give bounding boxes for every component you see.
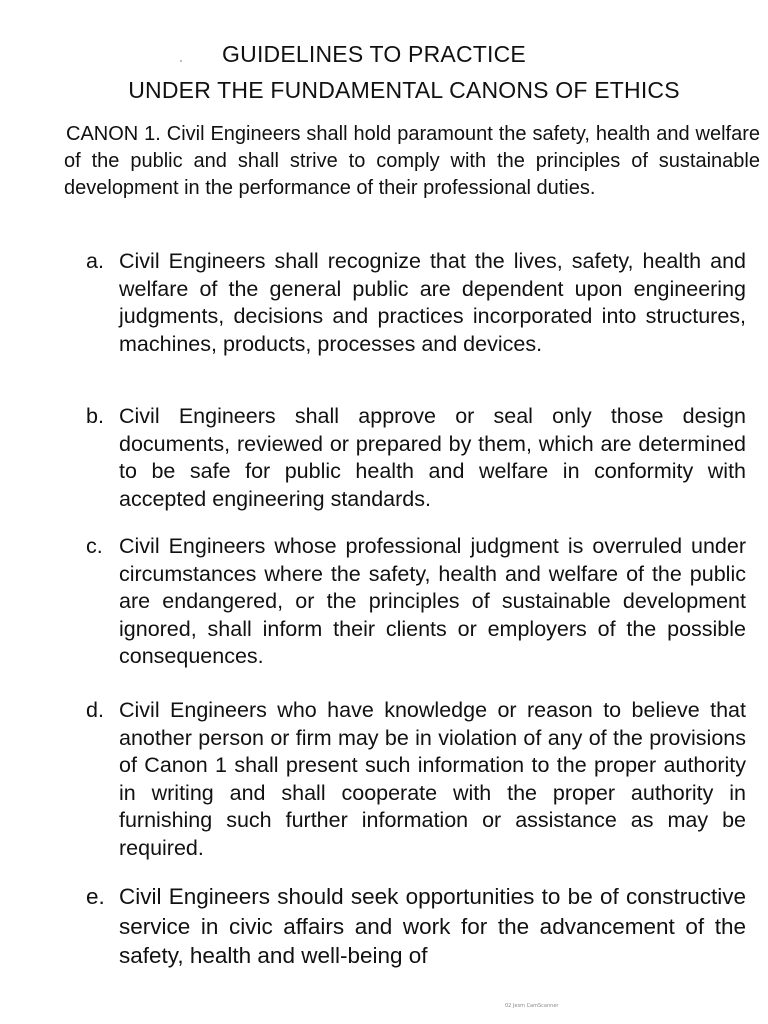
list-item-text: Civil Engineers who have knowledge or reason to believe that another person or firm may be in violation of any of the provisions of Canon 1 shall present such information to the proper authority in writing and shall cooperate with the proper authority in furnishing such further information or assistance as may be required. bbox=[119, 698, 746, 860]
list-item bbox=[86, 403, 746, 513]
list-item-marker: a. bbox=[86, 249, 104, 273]
list-item-text: Civil Engineers whose professional judgment is overruled under circumstances where the safety, health and welfare of the public are endangered, or the principles of sustainable development ignored, shall inform their clients or employers of the possible consequences. bbox=[119, 534, 746, 668]
list-item-marker: d. bbox=[86, 698, 104, 722]
list-item-text: Civil Engineers shall recognize that the lives, safety, health and welfare of the general public are dependent upon engineering judgments, decisions and practices incorporated into structures, machines, products, processes and devices. bbox=[119, 249, 746, 356]
list-item bbox=[86, 697, 746, 862]
list-item-text: Civil Engineers shall approve or seal only those design documents, reviewed or prepared by them, which are determined to be safe for public health and welfare in conformity with accepted engineering standards. bbox=[119, 404, 746, 511]
list-item bbox=[86, 533, 746, 671]
list-item-text: Civil Engineers should seek opportunities to be of constructive service in civic affairs and work for the advancement of the safety, health and well-being of bbox=[119, 884, 746, 968]
list-item-marker: c. bbox=[86, 534, 103, 558]
document-title-line-2: UNDER THE FUNDAMENTAL CANONS OF ETHICS bbox=[128, 77, 680, 103]
list-item bbox=[86, 248, 746, 358]
document-title-line-1: GUIDELINES TO PRACTICE bbox=[222, 41, 526, 67]
list-item-marker: e. bbox=[86, 884, 105, 909]
list-item bbox=[86, 882, 746, 971]
canon-1-paragraph: CANON 1. Civil Engineers shall hold paramount the safety, health and welfare of the public and shall strive to comply with the principles of sustainable development in the performance of their professional duties. bbox=[64, 123, 760, 199]
list-item-marker: b. bbox=[86, 404, 104, 428]
scanner-watermark: 02 Jesm CamScanner bbox=[505, 1003, 559, 1009]
